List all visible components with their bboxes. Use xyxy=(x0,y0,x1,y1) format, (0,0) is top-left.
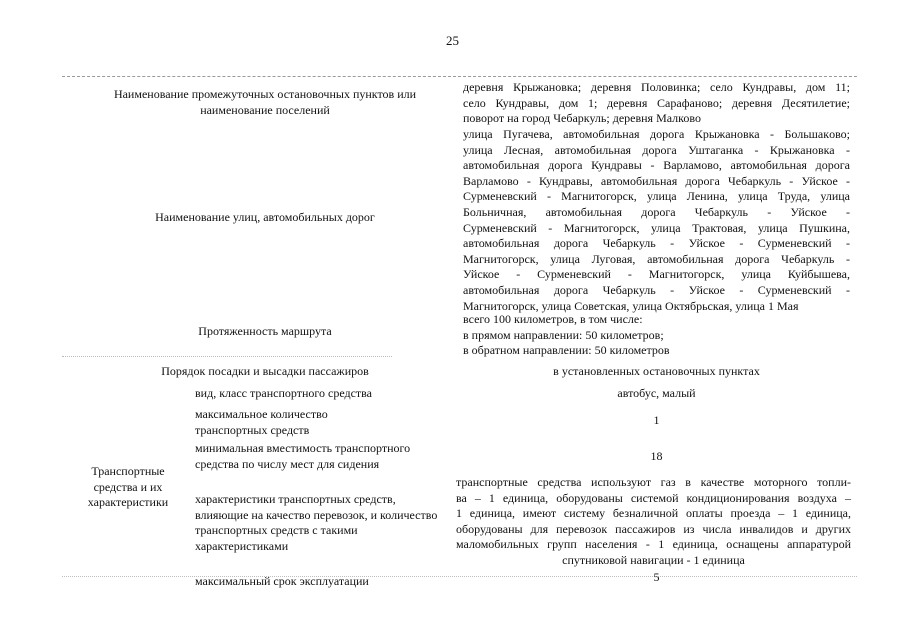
boarding-label: Порядок посадки и высадки пассажиров xyxy=(161,364,369,378)
characteristics-line: спутниковой навигации - 1 единица xyxy=(562,552,745,567)
max-count-value: 1 xyxy=(653,413,660,427)
characteristics-line: маломобильных групп населения - 1 единица, оснащены аппаратурой xyxy=(456,537,851,552)
characteristics-line: ва – 1 единица, оборудованы системой кондиционирования воздуха – xyxy=(456,490,851,505)
stops-label: Наименование промежуточных остановочных пунктов или наименование поселений xyxy=(113,87,417,117)
streets-value xyxy=(463,127,850,314)
characteristics-line: 1 единица, имеют систему безналичной оплаты проезда – 1 единица, xyxy=(456,506,851,521)
characteristics-value xyxy=(456,475,851,569)
stops-value xyxy=(463,80,850,127)
streets-line: Больничная, автомобильная дорога Чебаркуль - Уйское - xyxy=(463,204,850,219)
vehicles-group-label: Транспортные средства и их характеристики xyxy=(87,464,169,510)
streets-label: Наименование улиц, автомобильных дорог xyxy=(155,210,375,224)
length-line: в прямом направлении: 50 километров; xyxy=(463,327,664,342)
vehicle-type-label: вид, класс транспортного средства xyxy=(195,386,373,400)
stops-line: поворот на город Чебаркуль; деревня Малково xyxy=(463,111,701,126)
characteristics-line: оборудованы для перевозок пассажиров из числа инвалидов и других xyxy=(456,521,851,536)
stops-line: село Кундравы, дом 1; деревня Сарафаново; деревня Десятилетие; xyxy=(463,95,850,110)
streets-line: улица Пугачева, автомобильная дорога Крыжановка - Большакoво; xyxy=(463,127,850,141)
streets-line: Магнитогорск, улица Советская, улица Октябрьская, улица 1 Мая xyxy=(463,298,799,313)
min-capacity-label: минимальная вместимость транспортного средства по числу мест для сидения xyxy=(195,441,411,471)
streets-line: Уйское - Сурменевский - Магнитогорск, улица Куйбышева, xyxy=(463,267,850,282)
streets-line: Магнитогорск, улица Луговая, автомобильная дорога Чебаркуль - xyxy=(463,251,850,266)
service-life-value: 5 xyxy=(653,570,660,584)
streets-line: автомобильная дорога Чебаркуль - Уйское - Сурменевский - xyxy=(463,282,850,297)
table-top-border xyxy=(62,76,857,77)
vehicle-type-value: автобус, малый xyxy=(617,386,696,400)
boarding-value: в установленных остановочных пунктах xyxy=(553,364,760,378)
streets-line: Сурменевский - Магнитогорск, улица Трактовая, улица Пушкина, xyxy=(463,220,850,235)
streets-line: Сурменевский - Магнитогорск, улица Ленина, улица Труда, улица xyxy=(463,189,850,204)
stops-line: деревня Крыжановка; деревня Половинка; село Кундравы, дом 11; xyxy=(463,80,850,94)
streets-line: автомобильная дорога Кундравы - Варламово, автомобильная дорога xyxy=(463,158,850,173)
min-capacity-value: 18 xyxy=(650,449,663,463)
characteristics-line: транспортные средства используют газ в качестве моторного топли- xyxy=(456,475,851,489)
characteristics-label: характеристики транспортных средств, влияющие на качество перевозок, и количество транспортных средств с такими характеристиками xyxy=(195,492,438,553)
streets-line: автомобильная дорога Чебаркуль - Уйское - Сурменевский - xyxy=(463,236,850,251)
service-life-label: максимальный срок эксплуатации xyxy=(195,574,369,588)
max-count-label: максимальное количество транспортных средств xyxy=(195,407,328,437)
streets-line: Варламово - Кундравы, автомобильная дорога Чебаркуль - Уйское - xyxy=(463,173,850,188)
length-value xyxy=(463,312,850,359)
page-number: 25 xyxy=(446,33,459,48)
row-divider xyxy=(62,356,392,357)
length-line: в обратном направлении: 50 километров xyxy=(463,343,670,358)
length-line: всего 100 километров, в том числе: xyxy=(463,312,643,326)
streets-line: улица Лесная, автомобильная дорога Уштаганка - Крыжановка - xyxy=(463,142,850,157)
length-label: Протяженность маршрута xyxy=(198,324,332,338)
